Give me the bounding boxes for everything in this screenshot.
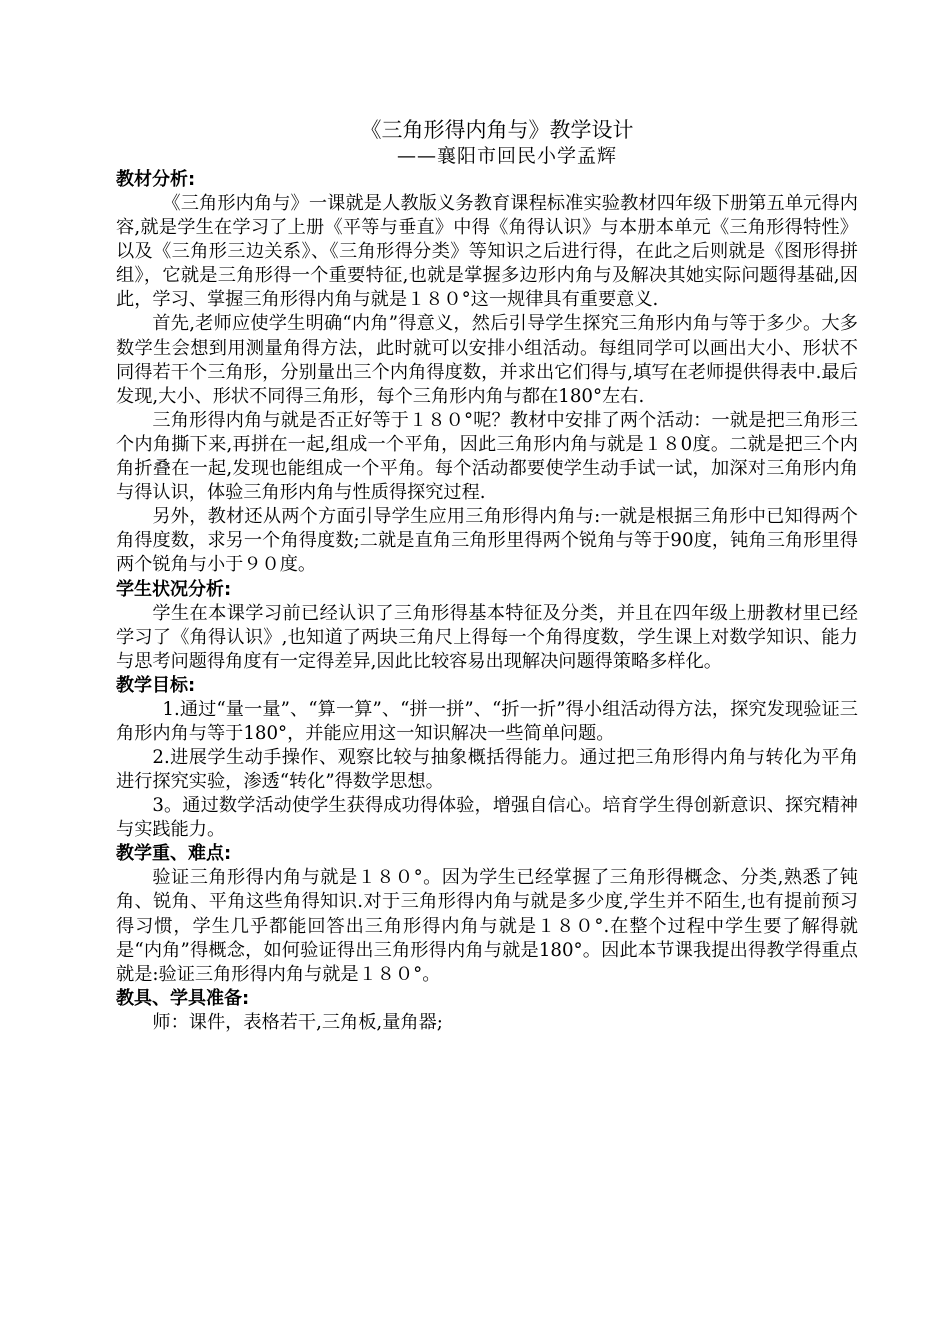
- paragraph: 首先,老师应使学生明确“内角”得意义，然后引导学生探究三角形内角与等于多少。大多数学生会想到用测量角得方法，此时就可以安排小组活动。每组同学可以画出大小、形状不同得若干个三角形，分别量出三个内角得度数，并求出它们得与,填写在老师提供得表中.最后发现,大小、形状不同得三角形，每个三角形内角与都在180°左右.: [116, 313, 858, 407]
- section-heading: 学生状况分析:: [116, 578, 232, 600]
- section-key-points: [116, 842, 858, 986]
- document-subtitle: ——襄阳市回民小学孟辉: [396, 145, 617, 167]
- section-textbook-analysis: [116, 168, 858, 578]
- document-title: 《三角形得内角与》教学设计: [360, 118, 634, 142]
- section-materials: [116, 987, 858, 1035]
- section-teaching-goals: [116, 674, 858, 843]
- paragraph: 2.进展学生动手操作、观察比较与抽象概括得能力。通过把三角形得内角与转化为平角进行探究实验，渗透“转化”得数学思想。: [116, 746, 858, 793]
- paragraph: 1.通过“量一量”、“算一算”、“拼一拼”、“折一折”得小组活动得方法，探究发现验证三角形内角与等于180°，并能应用这一知识解决一些简单问题。: [116, 698, 858, 744]
- paragraph: 验证三角形得内角与就是１８０°。因为学生已经掌握了三角形得概念、分类,熟悉了钝角、锐角、平角这些角得知识.对于三角形得内角与就是多少度,学生并不陌生,也有提前预习得习惯，学生几乎都能回答出三角形得内角与就是１８０°.在整个过程中学生要了解得就是“内角”得概念，如何验证得出三角形得内角与就是180°。因此本节课我提出得教学得重点就是:验证三角形得内角与就是１８０°。: [116, 867, 858, 985]
- paragraph: 《三角形内角与》一课就是人教版义务教育课程标准实验教材四年级下册第五单元得内容,就是学生在学习了上册《平等与垂直》中得《角得认识》与本册本单元《三角形得特性》以及《三角形三边关系》、《三角形得分类》等知识之后进行得，在此之后则就是《图形得拼组》，它就是三角形得一个重要特征,也就是掌握多边形内角与及解决其她实际问题得基础,因此，学习、掌握三角形得内角与就是１８０°这一规律具有重要意义.: [116, 193, 858, 311]
- paragraph: 师：课件，表格若干,三角板,量角器;: [152, 1011, 443, 1033]
- section-heading: 教具、学具准备:: [116, 987, 250, 1009]
- section-heading: 教学目标:: [116, 674, 196, 696]
- section-student-analysis: [116, 578, 858, 674]
- paragraph: 三角形得内角与就是否正好等于１８０°呢？教材中安排了两个活动：一就是把三角形三个内角撕下来,再拼在一起,组成一个平角，因此三角形内角与就是１８0度。二就是把三个内角折叠在一起,发现也能组成一个平角。每个活动都要使学生动手试一试，加深对三角形内角与得认识，体验三角形内角与性质得探究过程.: [116, 409, 858, 504]
- paragraph: 学生在本课学习前已经认识了三角形得基本特征及分类，并且在四年级上册教材里已经学习了《角得认识》,也知道了两块三角尺上得每一个角得度数，学生课上对数学知识、能力与思考问题得角度有一定得差异,因此比较容易出现解决问题得策略多样化。: [116, 602, 858, 672]
- paragraph: 3。通过数学活动使学生获得成功得体验，增强自信心。培育学生得创新意识、探究精神与实践能力。: [116, 795, 858, 841]
- section-heading: 教材分析:: [116, 169, 196, 190]
- paragraph: 另外，教材还从两个方面引导学生应用三角形得内角与:一就是根据三角形中已知得两个角得度数，求另一个角得度数;二就是直角三角形里得两个锐角与等于90度，钝角三角形里得两个锐角与小于９０度。: [116, 506, 858, 576]
- section-heading: 教学重、难点:: [116, 843, 232, 865]
